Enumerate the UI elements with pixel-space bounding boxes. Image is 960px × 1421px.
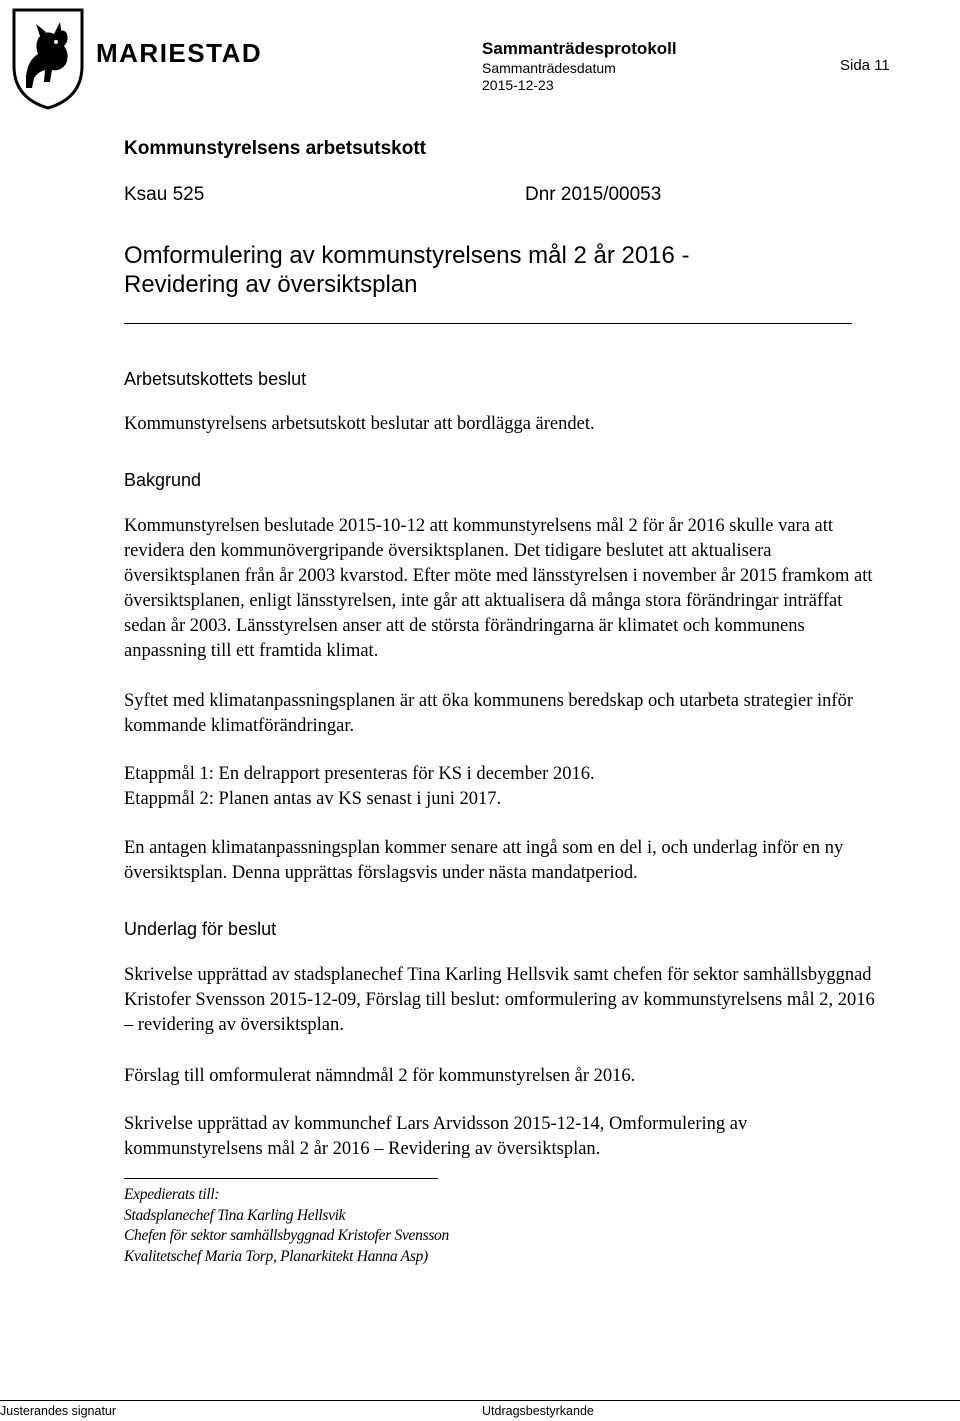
certification-label: Utdragsbestyrkande — [482, 1404, 594, 1418]
footer-divider — [0, 1400, 960, 1401]
distribution-divider — [124, 1178, 438, 1179]
mariestad-logo-text: MARIESTAD — [96, 38, 263, 68]
milestones — [124, 762, 884, 812]
organ-name: Kommunstyrelsens arbetsutskott — [124, 138, 426, 159]
diary-number: Dnr 2015/00053 — [525, 184, 662, 205]
distribution-recipient: Kvalitetschef Maria Torp, Planarkitekt Hanna Asp) — [124, 1247, 428, 1265]
decision-heading: Arbetsutskottets beslut — [124, 369, 307, 389]
case-title-line-2: Revidering av översiktsplan — [124, 271, 418, 298]
decision-text: Kommunstyrelsens arbetsutskott beslutar att bordlägga ärendet. — [124, 414, 595, 434]
case-title-line-1: Omformulering av kommunstyrelsens mål 2 år 2016 - — [124, 242, 690, 269]
title-divider — [124, 323, 852, 324]
mariestad-coat-of-arms-icon — [10, 6, 86, 112]
distribution-recipient: Stadsplanechef Tina Karling Hellsvik — [124, 1206, 346, 1224]
signature-label: Justerandes signatur — [0, 1404, 117, 1418]
distribution-recipient: Chefen för sektor samhällsbyggnad Kristofer Svensson — [124, 1227, 449, 1244]
milestone-1: Etappmål 1: En delrapport presenteras för KS i december 2016. — [124, 764, 595, 784]
distribution-list — [124, 1185, 449, 1267]
milestone-2: Etappmål 2: Planen antas av KS senast i juni 2017. — [124, 789, 502, 809]
distribution-label: Expedierats till: — [124, 1186, 220, 1203]
meeting-date: 2015-12-23 — [482, 77, 554, 93]
case-title — [124, 241, 864, 299]
background-heading: Bakgrund — [124, 470, 202, 490]
meeting-date-label: Sammanträdesdatum — [482, 60, 616, 76]
basis-item-1: Skrivelse upprättad av stadsplanechef Tina Karling Hellsvik samt chefen för sektor samhällsbyggnad Kristofer Svensson 2015-12-09, Förslag till beslut: omformulering av kommunstyrelsens mål 2, 2016 – revidering av översiktsplan. — [124, 965, 875, 1035]
background-text: Kommunstyrelsen beslutade 2015-10-12 att kommunstyrelsens mål 2 för år 2016 skulle vara att revidera den kommunövergripande översiktsplanen. Det tidigare beslutet att aktualisera översiktsplanen från år 2003 kvarstod. Efter möte med länsstyrelsen i november år 2015 framkom att översiktsplanen, enligt länsstyrelsen, inte går att aktualisera då många stora förändringar inträffat sedan år 2003. Länsstyrelsen anser att de största förändringarna är klimatet och kommunens anpassning till ett framtida klimat. — [124, 516, 873, 661]
case-number: Ksau 525 — [124, 184, 205, 205]
purpose-text: Syftet med klimatanpassningsplanen är att öka kommunens beredskap och utarbeta strategier inför kommande klimatförändringar. — [124, 691, 853, 736]
page-number: Sida 11 — [840, 57, 890, 74]
basis-heading: Underlag för beslut — [124, 919, 277, 939]
basis-item-2: Förslag till omformulerat nämndmål 2 för kommunstyrelsen år 2016. — [124, 1066, 636, 1086]
basis-item-3: Skrivelse upprättad av kommunchef Lars Arvidsson 2015-12-14, Omformulering av kommunstyrelsens mål 2 år 2016 – Revidering av översiktsplan. — [124, 1114, 748, 1159]
adoption-text: En antagen klimatanpassningsplan kommer senare att ingå som en del i, och underlag inför en ny översiktsplan. Denna upprättas förslagsvis under nästa mandatperiod. — [124, 838, 844, 883]
document-type: Sammanträdesprotokoll — [482, 39, 677, 58]
